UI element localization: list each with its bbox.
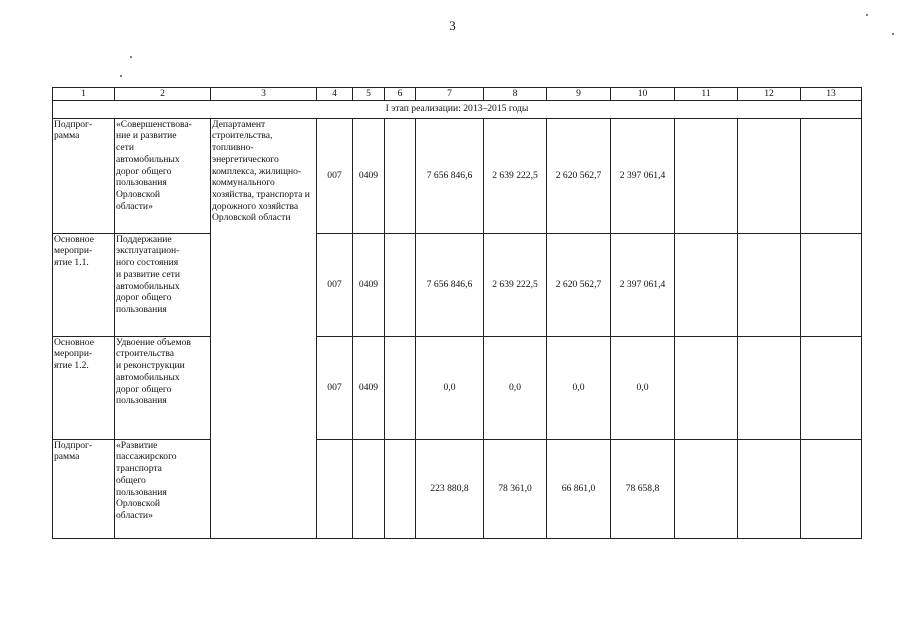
cell-col6 <box>385 439 416 538</box>
row-type-cell: Подпрог- рамма <box>53 118 115 233</box>
cell-col5: 0409 <box>353 336 385 439</box>
row-name-cell: Удвоение объемов строительства и реконструкции автомобильных дорог общего пользования <box>115 336 211 439</box>
page-number: 3 <box>449 18 456 33</box>
cell-col4: 007 <box>317 233 353 336</box>
cell-col5: 0409 <box>353 233 385 336</box>
row-type-cell: Основное меропри- ятие 1.2. <box>53 336 115 439</box>
cell-col7: 7 656 846,6 <box>416 118 484 233</box>
cell-col5 <box>353 439 385 538</box>
column-header: 11 <box>675 88 738 101</box>
cell-col8: 78 361,0 <box>484 439 547 538</box>
table-row <box>53 118 862 233</box>
column-header: 13 <box>801 88 862 101</box>
program-table <box>52 87 862 539</box>
cell-col12 <box>738 233 801 336</box>
column-header: 5 <box>353 88 385 101</box>
cell-col11 <box>675 118 738 233</box>
cell-col9: 2 620 562,7 <box>547 233 611 336</box>
cell-col11 <box>675 233 738 336</box>
department-cell: Департамент строительства, топливно-энергетического комплекса, жилищно-коммунального хозяйства, транспорта и дорожного хозяйства Орловской области <box>211 118 317 538</box>
cell-col6 <box>385 118 416 233</box>
column-header: 4 <box>317 88 353 101</box>
header-row <box>53 88 862 101</box>
cell-col12 <box>738 439 801 538</box>
table-row <box>53 439 862 538</box>
cell-col11 <box>675 439 738 538</box>
cell-col12 <box>738 336 801 439</box>
cell-col12 <box>738 118 801 233</box>
cell-col4: 007 <box>317 336 353 439</box>
scan-speck <box>892 33 894 35</box>
column-header: 7 <box>416 88 484 101</box>
cell-col8: 0,0 <box>484 336 547 439</box>
cell-col5: 0409 <box>353 118 385 233</box>
table-row <box>53 336 862 439</box>
cell-col7: 0,0 <box>416 336 484 439</box>
scan-speck <box>120 75 122 77</box>
cell-col13 <box>801 233 862 336</box>
column-header: 12 <box>738 88 801 101</box>
column-header: 9 <box>547 88 611 101</box>
column-header: 6 <box>385 88 416 101</box>
column-header: 3 <box>211 88 317 101</box>
column-header: 8 <box>484 88 547 101</box>
cell-col9: 0,0 <box>547 336 611 439</box>
column-header: 10 <box>611 88 675 101</box>
cell-col13 <box>801 118 862 233</box>
cell-col10: 78 658,8 <box>611 439 675 538</box>
cell-col13 <box>801 439 862 538</box>
cell-col10: 2 397 061,4 <box>611 118 675 233</box>
column-header: 2 <box>115 88 211 101</box>
cell-col6 <box>385 233 416 336</box>
cell-col7: 223 880,8 <box>416 439 484 538</box>
scan-speck <box>130 56 132 58</box>
cell-col9: 2 620 562,7 <box>547 118 611 233</box>
stage-title: I этап реализации: 2013–2015 годы <box>53 100 862 118</box>
cell-col7: 7 656 846,6 <box>416 233 484 336</box>
cell-col4: 007 <box>317 118 353 233</box>
row-name-cell: Поддержание эксплуатацион- ного состояния и развитие сети автомобильных дорог общего пользования <box>115 233 211 336</box>
cell-col8: 2 639 222,5 <box>484 118 547 233</box>
row-type-cell: Основное меропри- ятие 1.1. <box>53 233 115 336</box>
cell-col8: 2 639 222,5 <box>484 233 547 336</box>
cell-col11 <box>675 336 738 439</box>
table-row <box>53 233 862 336</box>
row-name-cell: «Развитие пассажирского транспорта общего пользования Орловской области» <box>115 439 211 538</box>
row-name-cell: «Совершенствова- ние и развитие сети автомобильных дорог общего пользования Орловской области» <box>115 118 211 233</box>
cell-col13 <box>801 336 862 439</box>
column-header: 1 <box>53 88 115 101</box>
cell-col10: 0,0 <box>611 336 675 439</box>
cell-col4 <box>317 439 353 538</box>
cell-col6 <box>385 336 416 439</box>
stage-row <box>53 100 862 118</box>
row-type-cell: Подпрог- рамма <box>53 439 115 538</box>
cell-col9: 66 861,0 <box>547 439 611 538</box>
scan-speck <box>866 14 868 16</box>
cell-col10: 2 397 061,4 <box>611 233 675 336</box>
